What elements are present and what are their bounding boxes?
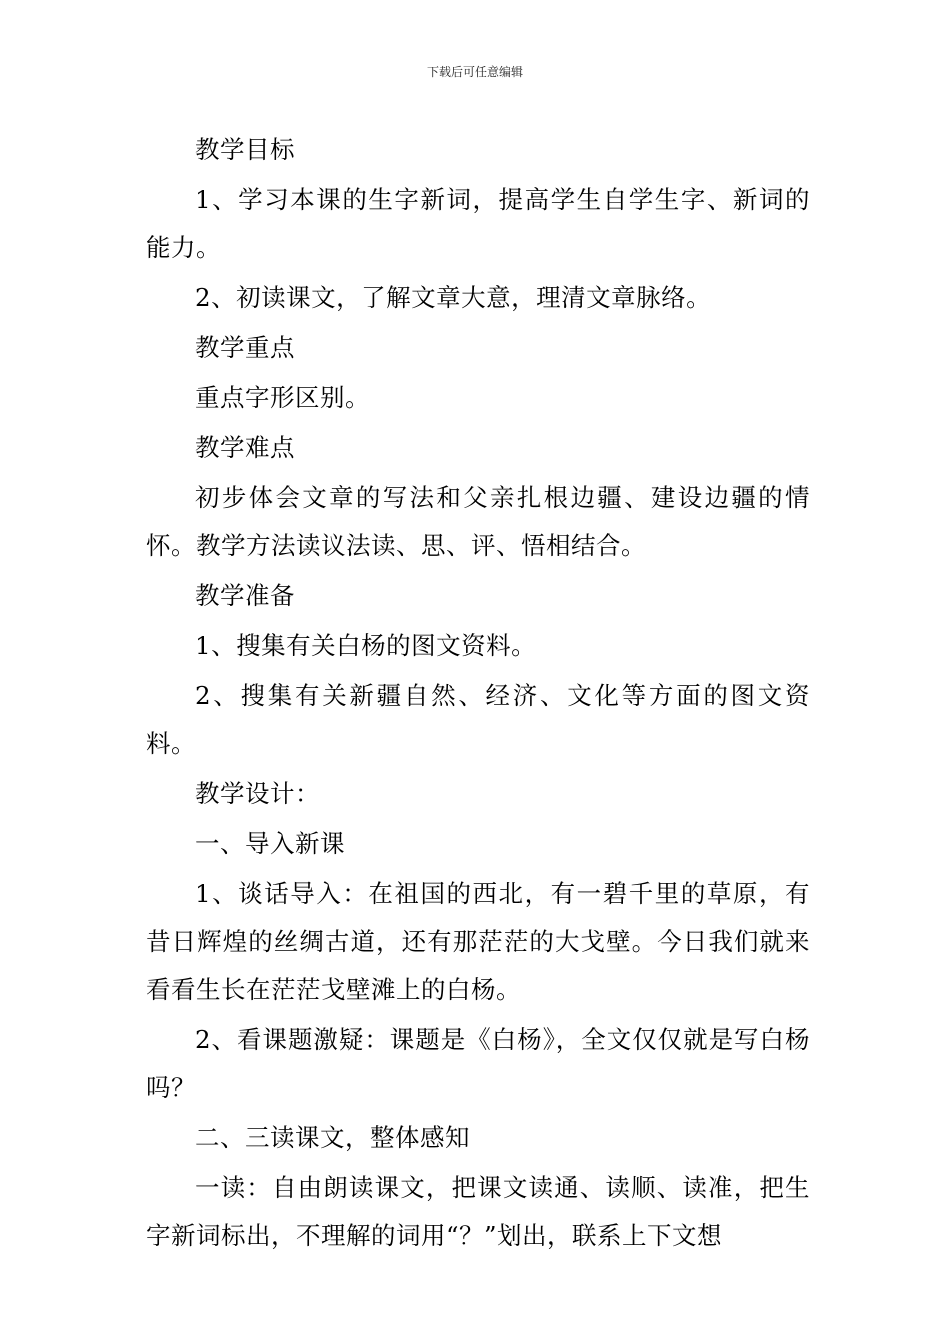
goal-item-1: 1、学习本课的生字新词，提高学生自学生字、新词的能力。 <box>146 185 810 262</box>
section-heading-difficulties: 教学难点 <box>195 433 295 462</box>
section-heading-preparation: 教学准备 <box>195 581 295 610</box>
design-part-2-heading: 二、三读课文，整体感知 <box>195 1123 470 1152</box>
goal-item-2: 2、初读课文，了解文章大意，理清文章脉络。 <box>195 283 712 312</box>
page-header-note: 下载后可任意编辑 <box>426 65 523 79</box>
document-body <box>146 126 810 1262</box>
difficulties-text: 初步体会文章的写法和父亲扎根边疆、建设边疆的情怀。教学方法读议法读、思、评、悟相结合。 <box>146 483 810 560</box>
section-heading-design: 教学设计： <box>195 779 320 808</box>
section-heading-teaching-goals: 教学目标 <box>195 135 295 164</box>
preparation-item-1: 1、搜集有关白杨的图文资料。 <box>195 631 537 660</box>
preparation-item-2: 2、搜集有关新疆自然、经济、文化等方面的图文资料。 <box>146 681 810 758</box>
design-part-1-item-2: 2、看课题激疑：课题是《白杨》，全文仅仅就是写白杨吗？ <box>146 1025 810 1102</box>
design-part-2-first-reading: 一读：自由朗读课文，把课文读通、读顺、读准，把生字新词标出，不理解的词用“？”划出，联系上下文想 <box>146 1173 810 1250</box>
design-part-1-item-1: 1、谈话导入：在祖国的西北，有一碧千里的草原，有昔日辉煌的丝绸古道，还有那茫茫的大戈壁。今日我们就来看看生长在茫茫戈壁滩上的白杨。 <box>146 879 810 1004</box>
section-heading-key-points: 教学重点 <box>195 333 295 362</box>
key-points-text: 重点字形区别。 <box>195 383 370 412</box>
design-part-1-heading: 一、导入新课 <box>195 829 345 858</box>
